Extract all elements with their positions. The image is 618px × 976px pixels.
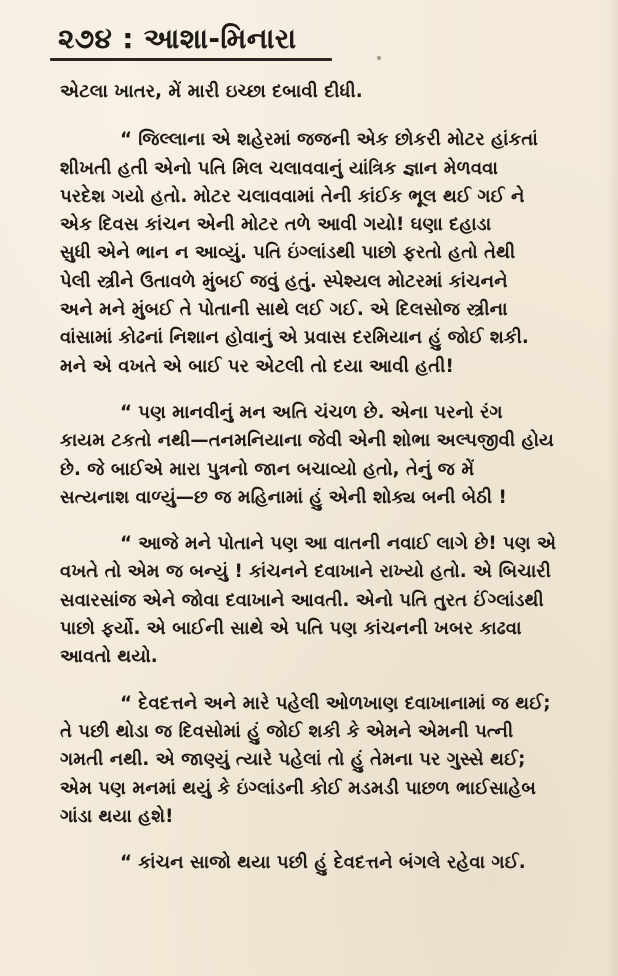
- text-line: એક દિવસ કાંચન એની મોટર તળે આવી ગયો! ઘણા દહાડા: [60, 214, 492, 236]
- text-line: છે. જે બાઈએ મારા પુત્રનો જાન બચાવ્યો હતો, તેનું જ મેં: [60, 458, 475, 480]
- page-edge-shadow: [606, 0, 618, 976]
- text-line: સત્યનાશ વાળ્યું—છ જ મહિનામાં હું એની શોક્ય બની બેઠી !: [60, 486, 507, 508]
- text-line: એટલા ખાતર, મેં મારી ઇચ્છા દબાવી દીધી.: [60, 81, 363, 102]
- text-line: કાયમ ટકતો નથી—તનમનિયાના જેવી એની શોભા અલ્પજીવી હોય: [60, 430, 554, 452]
- text-line: “ કાંચન સાજો થયા પછી હું દેવદત્તને બંગલે રહેવા ગઈ.: [120, 852, 526, 874]
- text-line: વખતે તો એમ જ બન્યું ! કાંચનને દવાખાને રાખ્યો હતો. એ બિચારી: [60, 561, 551, 583]
- text-line: “ જિલ્લાના એ શહેરમાં જજની એક છોકરી મોટર હાંકતાં: [120, 129, 538, 151]
- header-rule: [50, 58, 332, 61]
- text-line: એમ પણ મનમાં થયું કે ઇંગ્લાંડની કોઈ મડમડી પાછળ ભાઈસાહેબ: [60, 777, 536, 799]
- text-line: આવતો થયો.: [60, 646, 158, 668]
- text-line: પરદેશ ગયો હતો. મોટર ચલાવવામાં તેની કાંઈક ભૂલ થઈ ગઈ ને: [60, 185, 525, 207]
- running-head: ૨૭૪ : આશા-મિનારા: [58, 22, 297, 55]
- text-line: અને મને મુંબઈ તે પોતાની સાથે લઈ ગઈ. એ દિલસોજ સ્ત્રીના: [60, 299, 508, 321]
- text-line: ગાંડા થયા હશે!: [60, 805, 174, 827]
- paragraph-3: [60, 399, 560, 512]
- text-line: ગમતી નથી. એ જાણ્યું ત્યારે પહેલાં તો હું તેમના પર ગુસ્સે થઈ;: [60, 749, 526, 771]
- text-line: વાંસામાં કોઢનાં નિશાન હોવાનું એ પ્રવાસ દરમિયાન હું જોઈ શકી.: [60, 327, 529, 349]
- paragraph-2: [60, 126, 560, 381]
- text-line: મને એ વખતે એ બાઈ પર એટલી તો દયા આવી હતી!: [60, 355, 454, 377]
- text-line: પેલી સ્ત્રીને ઉતાવળે મુંબઈ જવું હતું. સ્પેશ્યલ મોટરમાં કાંચનને: [60, 270, 508, 292]
- ink-speck: [377, 56, 381, 60]
- text-line: સવારસાંજ એને જોવા દવાખાને આવતી. એનો પતિ તુરત ઈંગ્લાંડથી: [60, 589, 544, 611]
- text-line: સુધી એને ભાન ન આવ્યું. પતિ ઇંગ્લાંડથી પાછો ફરતો હતો તેથી: [60, 242, 516, 264]
- paragraph-4: [60, 530, 560, 671]
- text-line: “ દેવદત્તને અને મારે પહેલી ઓળખાણ દવાખાનામાં જ થઈ;: [120, 692, 551, 714]
- paragraph-5: [60, 690, 560, 831]
- paragraph-1: [60, 78, 560, 106]
- text-line: “ પણ માનવીનું મન અતિ ચંચળ છે. એના પરનો રંગ: [120, 401, 503, 423]
- paragraph-6: [60, 849, 560, 877]
- text-line: “ આજે મને પોતાને પણ આ વાતની નવાઈ લાગે છે! પણ એ: [120, 533, 557, 555]
- page-body: [60, 78, 560, 877]
- text-line: પાછો ફર્યો. એ બાઈની સાથે એ પતિ પણ કાંચનની ખબર કાઢવા: [60, 618, 522, 640]
- text-line: શીખતી હતી એનો પતિ મિલ ચલાવવાનું યાંત્રિક જ્ઞાન મેળવવા: [60, 157, 498, 179]
- text-line: તે પછી થોડા જ દિવસોમાં હું જોઈ શકી કે એમને એમની પત્ની: [60, 720, 514, 742]
- page-header: [50, 14, 570, 62]
